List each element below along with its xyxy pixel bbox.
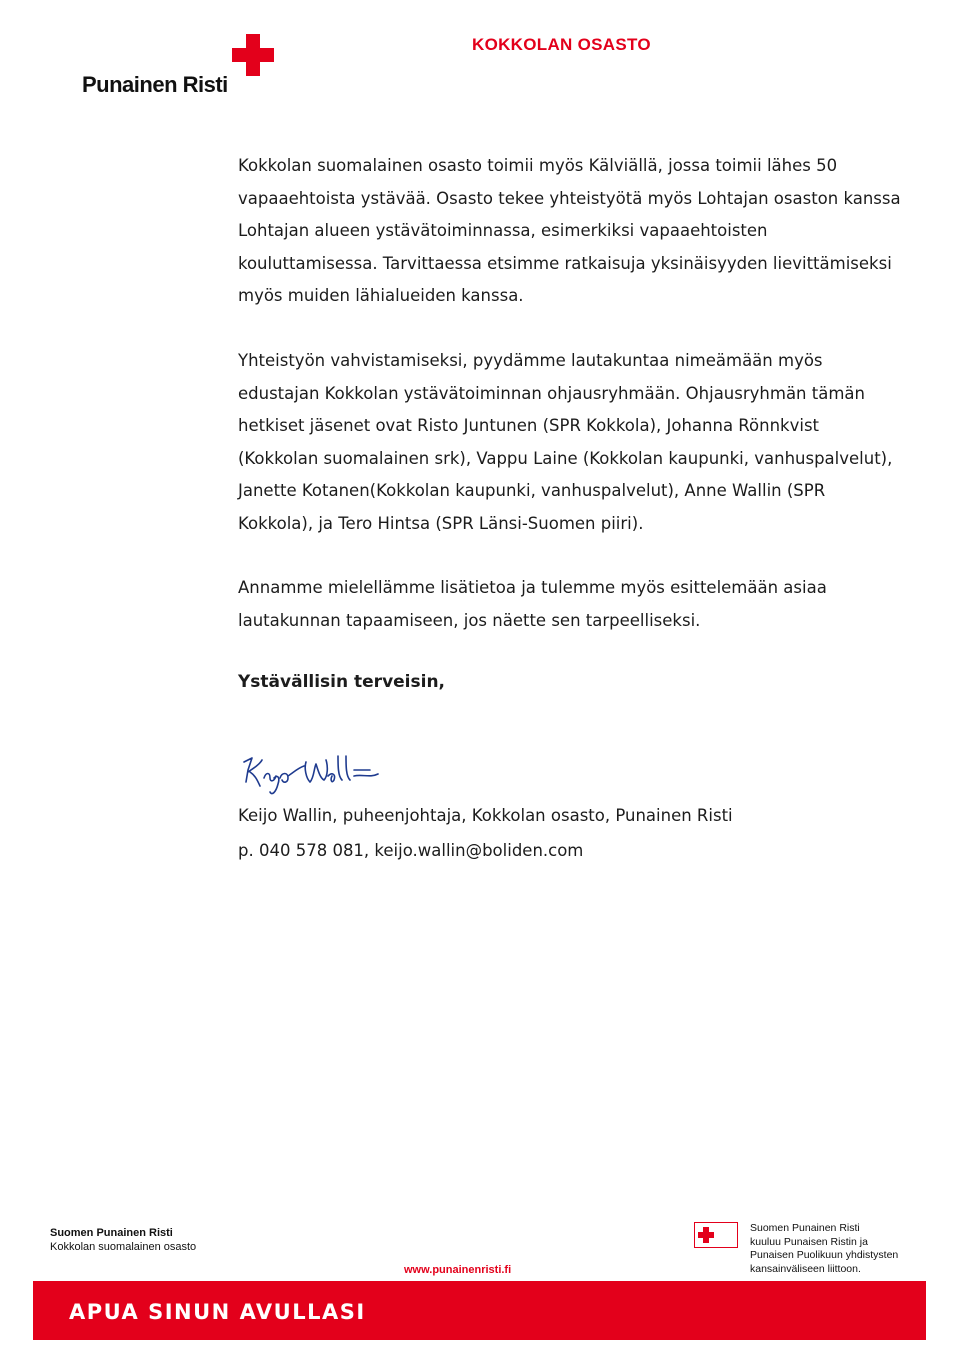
handwritten-signature [238,748,388,800]
slogan-banner [33,1281,926,1340]
slogan-text: APUA SINUN AVULLASI [69,1300,366,1324]
footer-info-line: Suomen Punainen Risti [750,1222,860,1234]
footer-info-line: kansainväliseen liittoon. [750,1262,861,1275]
paragraph-1: Kokkolan suomalainen osasto toimii myös Kälviällä, jossa toimii lähes 50 vapaaehtoista ystävää. Osasto tekee yhteistyötä myös Lohtajan osaston kanssa Lohtajan alueen ystävätoiminnassa, esimerkiksi vapaaehtoisten kouluttamisessa. Tarvittaessa etsimme ratkaisuja yksinäisyyden lievittämiseksi myös muiden lähialueiden kanssa. [238,156,901,305]
branch-title: KOKKOLAN OSASTO [472,35,651,54]
footer-org-unit: Kokkolan suomalainen osasto [50,1241,197,1253]
footer-info-line: kuuluu Punaisen Ristin ja [750,1235,868,1248]
footer-affiliation [750,1222,940,1276]
website-link[interactable]: www.punainenristi.fi [404,1264,512,1276]
red-cross-icon [232,34,274,76]
footer-info-line: Punaisen Puolikuun yhdistysten [750,1249,899,1261]
paragraph-3: Annamme mielellämme lisätietoa ja tulemme myös esittelemään asiaa lautakunnan tapaamiseen, jos näette sen tarpeelliseksi. [238,578,827,630]
signer-contact: p. 040 578 081, keijo.wallin@boliden.com [238,841,584,860]
logo-text: Punainen Risti [82,72,228,97]
paragraph-2: Yhteistyön vahvistamiseksi, pyydämme lautakuntaa nimeämään myös edustajan Kokkolan ystävätoiminnan ohjausryhmään. Ohjausryhmän tämän hetkiset jäsenet ovat Risto Juntunen (SPR Kokkola), Johanna Rönnkvist (Kokkolan suomalainen srk), Vappu Laine (Kokkolan kaupunki, vanhuspalvelut), Janette Kotanen(Kokkolan kaupunki, vanhuspalvelut), Anne Wallin (SPR Kokkola), ja Tero Hintsa (SPR Länsi-Suomen piiri). [238,351,893,533]
signer-block [238,798,733,868]
footer-org-name: Suomen Punainen Risti [50,1227,173,1239]
punainen-risti-logo [82,34,282,104]
closing-greeting: Ystävällisin terveisin, [238,672,446,692]
footer-organization [50,1226,196,1254]
red-cross-crescent-emblem-icon [694,1222,738,1248]
signer-name-title: Keijo Wallin, puheenjohtaja, Kokkolan osasto, Punainen Risti [238,806,733,825]
